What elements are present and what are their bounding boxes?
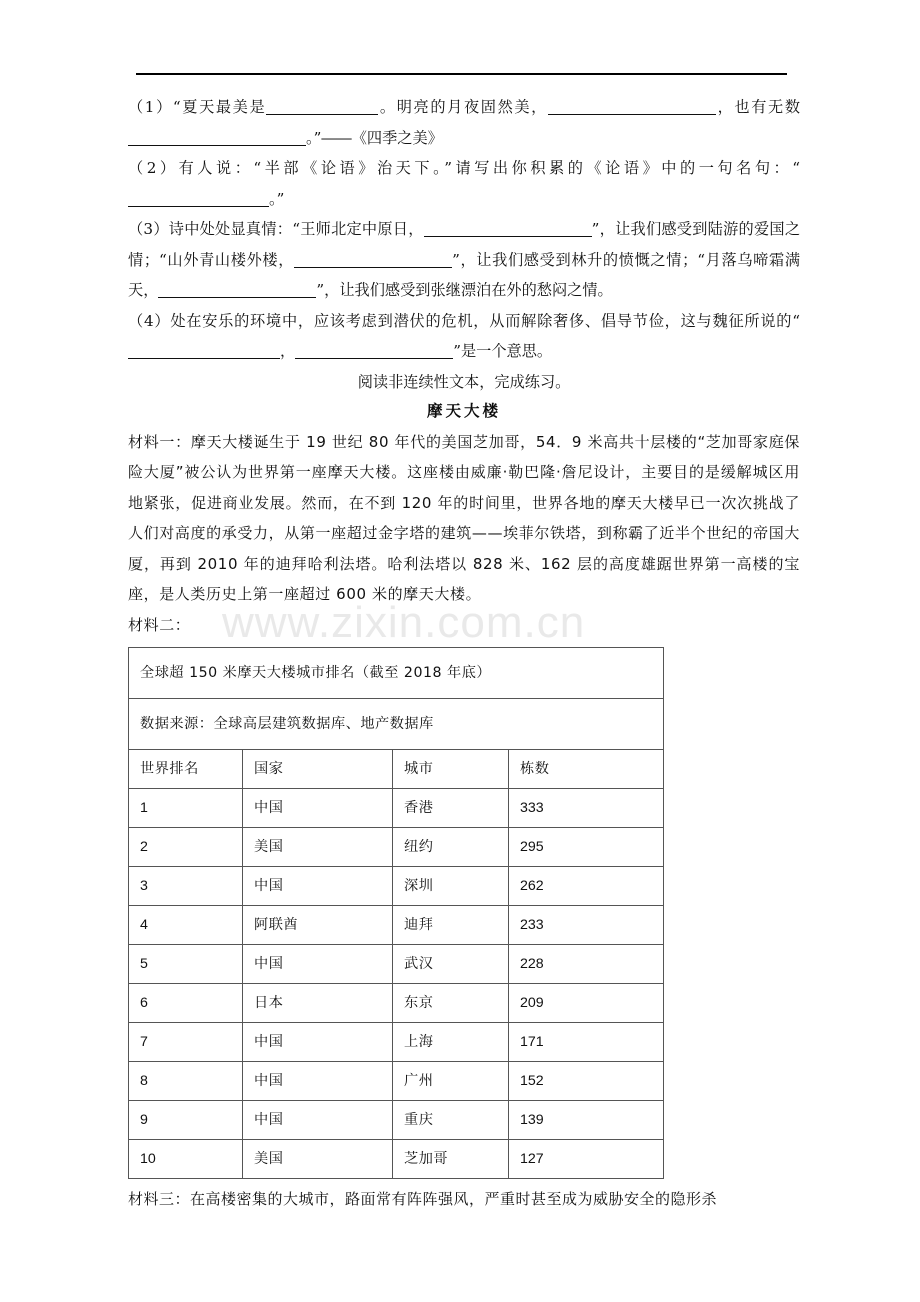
column-header-count: 栋数 <box>509 750 664 789</box>
table-row <box>129 984 664 1023</box>
cell-city: 深圳 <box>393 867 509 906</box>
reading-instruction: 阅读非连续性文本，完成练习。 <box>357 372 571 391</box>
q2-seg-0: （2）有人说：“半部《论语》治天下。”请写出你积累的《论语》中的一句名句： <box>128 159 793 177</box>
q1-blank-3[interactable] <box>128 130 306 146</box>
cell-rank: 3 <box>129 867 243 906</box>
cell-city: 重庆 <box>393 1101 509 1140</box>
cell-country: 中国 <box>243 789 393 828</box>
cell-rank: 6 <box>129 984 243 1023</box>
cell-city: 芝加哥 <box>393 1140 509 1179</box>
question-4 <box>128 306 800 367</box>
q3-blank-3[interactable] <box>158 282 316 298</box>
site-watermark: www.zixin.com.cn <box>222 598 586 647</box>
q1-seg-2: ，也有无数 <box>715 98 801 116</box>
q4-blank-2[interactable] <box>295 343 453 359</box>
table-body <box>129 648 664 1179</box>
q3-seg-3: ”，让我们感受到张继漂泊在外的愁闷之情。 <box>316 281 613 299</box>
table-row <box>129 867 664 906</box>
table-row <box>129 1101 664 1140</box>
column-header-country: 国家 <box>243 750 393 789</box>
cell-city: 广州 <box>393 1062 509 1101</box>
cell-rank: 8 <box>129 1062 243 1101</box>
q4-blank-1[interactable] <box>128 343 280 359</box>
cell-count: 127 <box>509 1140 664 1179</box>
cell-country: 美国 <box>243 1140 393 1179</box>
cell-city: 迪拜 <box>393 906 509 945</box>
cell-city: 香港 <box>393 789 509 828</box>
skyscraper-ranking-table <box>128 647 664 1179</box>
q3-blank-2[interactable] <box>294 252 452 268</box>
cell-rank: 7 <box>129 1023 243 1062</box>
cell-rank: 2 <box>129 828 243 867</box>
cell-count: 262 <box>509 867 664 906</box>
cell-count: 171 <box>509 1023 664 1062</box>
cell-count: 333 <box>509 789 664 828</box>
table-row <box>129 945 664 984</box>
material-one-text: 摩天大楼诞生于 19 世纪 80 年代的美国芝加哥，54．9 米高共十层楼的“芝加哥家庭保险大厦”被公认为世界第一座摩天大楼。这座楼由威廉·勒巴隆·詹尼设计，主要目的是缓解城区用地紧张，促进商业发展。然而，在不到 120 年的时间里，世界各地的摩天大楼早已一次次挑战了人们对高度的承受力，从第一座超过金字塔的建筑——埃菲尔铁塔，到称霸了近半个世纪的帝国大厦，再到 2010 年的迪拜哈利法塔。哈利法塔以 828 米、162 层的高度雄踞世界第一高楼的宝座，是人类历史上第一座超过 600 米的摩天大楼。 <box>128 432 801 603</box>
q2-seg-2: 。” <box>269 189 285 208</box>
cell-country: 中国 <box>243 867 393 906</box>
cell-count: 295 <box>509 828 664 867</box>
fill-in-blank-questions <box>128 92 800 367</box>
table-caption: 全球超 150 米摩天大楼城市排名（截至 2018 年底） <box>129 648 664 699</box>
table-caption-row <box>129 648 664 699</box>
q3-seg-0: （3）诗中处处显真情：“王师北定中原日， <box>128 220 424 238</box>
q2-blank-1[interactable] <box>128 191 269 207</box>
table-row <box>129 1062 664 1101</box>
cell-country: 美国 <box>243 828 393 867</box>
material-one <box>128 427 800 610</box>
ranking-table-wrapper <box>128 647 800 1179</box>
q1-blank-2[interactable] <box>548 99 716 115</box>
question-2 <box>128 153 800 214</box>
q3-blank-1[interactable] <box>424 221 592 237</box>
material-three-text: 在高楼密集的大城市，路面常有阵阵强风，严重时甚至成为威胁安全的隐形杀 <box>190 1190 718 1208</box>
cell-country: 中国 <box>243 1023 393 1062</box>
passage-title: 摩天大楼 <box>426 401 501 420</box>
q4-seg-0: （4）处在安乐的环境中，应该考虑到潜伏的危机，从而解除奢侈、倡导节俭，这与魏征所说的“ <box>128 311 800 330</box>
cell-city: 上海 <box>393 1023 509 1062</box>
q4-seg-2: ”是一个意思。 <box>453 342 553 360</box>
column-header-rank: 世界排名 <box>129 750 243 789</box>
table-source-row <box>129 699 664 750</box>
cell-country: 中国 <box>243 1062 393 1101</box>
table-row <box>129 1023 664 1062</box>
column-header-city: 城市 <box>393 750 509 789</box>
cell-rank: 5 <box>129 945 243 984</box>
q3-seg-1: ”，让我们感受到陆游的爱国之情；“山外青山楼外楼， <box>128 220 801 269</box>
material-two-label: 材料二： <box>128 615 191 634</box>
table-row <box>129 1140 664 1179</box>
cell-city: 东京 <box>393 984 509 1023</box>
cell-rank: 10 <box>129 1140 243 1179</box>
table-row <box>129 828 664 867</box>
table-header-row <box>129 750 664 789</box>
cell-country: 阿联酋 <box>243 906 393 945</box>
q1-seg-1: 。明亮的月夜固然美， <box>378 98 548 116</box>
table-row <box>129 906 664 945</box>
q4-seg-1: ， <box>280 342 296 360</box>
question-3 <box>128 214 800 306</box>
page-header-rule <box>136 73 787 75</box>
material-three-label: 材料三： <box>128 1190 191 1208</box>
q1-blank-1[interactable] <box>266 99 378 115</box>
cell-count: 233 <box>509 906 664 945</box>
cell-rank: 9 <box>129 1101 243 1140</box>
cell-count: 228 <box>509 945 664 984</box>
cell-city: 纽约 <box>393 828 509 867</box>
table-source: 数据来源：全球高层建筑数据库、地产数据库 <box>129 699 664 750</box>
material-three <box>128 1185 800 1214</box>
document-content <box>128 92 800 1229</box>
question-1 <box>128 92 800 153</box>
cell-count: 152 <box>509 1062 664 1101</box>
cell-country: 中国 <box>243 945 393 984</box>
cell-count: 209 <box>509 984 664 1023</box>
cell-city: 武汉 <box>393 945 509 984</box>
table-row <box>129 789 664 828</box>
material-one-label: 材料一： <box>128 432 191 451</box>
cell-country: 日本 <box>243 984 393 1023</box>
cell-country: 中国 <box>243 1101 393 1140</box>
cell-rank: 4 <box>129 906 243 945</box>
q1-seg-0: （1）“夏天最美是 <box>128 98 267 116</box>
cell-rank: 1 <box>129 789 243 828</box>
q1-seg-3: 。”――《四季之美》 <box>306 128 443 147</box>
q2-seg-1: “ <box>792 159 800 177</box>
cell-count: 139 <box>509 1101 664 1140</box>
q3-seg-2: ”，让我们感受到林升的愤慨之情；“月落乌啼霜满天， <box>128 250 801 299</box>
